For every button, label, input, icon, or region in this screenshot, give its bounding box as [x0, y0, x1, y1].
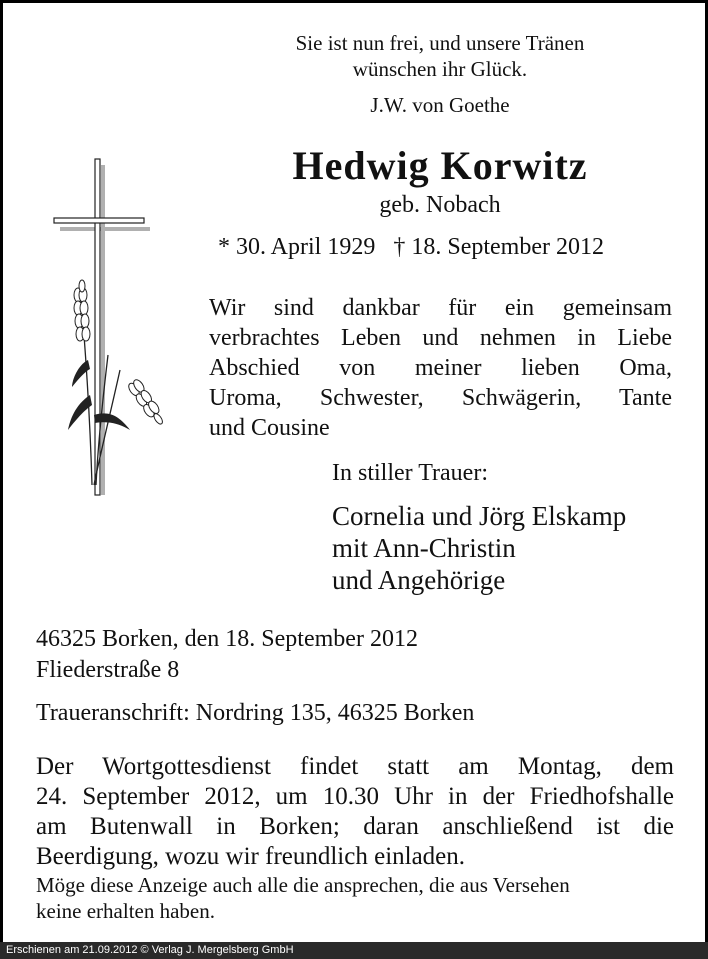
life-dates — [218, 234, 678, 261]
service-line: am Butenwall in Borken; daran anschließend ist die — [36, 813, 674, 840]
service-line: Beerdigung, wozu wir freundlich einladen. — [36, 843, 466, 870]
quote-line-2: wünschen ihr Glück. — [352, 57, 528, 81]
note-paragraph — [36, 872, 676, 924]
cross-with-wheat-icon — [50, 155, 170, 505]
message-paragraph — [209, 293, 672, 443]
mourning-label: In stiller Trauer: — [332, 460, 488, 486]
publication-footer: Erschienen am 21.09.2012 © Verlag J. Mergelsberg GmbH — [0, 942, 708, 959]
message-line: verbrachtes Leben und nehmen in Liebe — [209, 325, 672, 351]
mourner-line: Cornelia und Jörg Elskamp — [332, 501, 627, 531]
mourner-line: und Angehörige — [332, 565, 506, 595]
message-line: Abschied von meiner lieben Oma, — [209, 355, 672, 381]
message-line: und Cousine — [209, 415, 330, 441]
street-address: Fliederstraße 8 — [36, 657, 180, 683]
message-line: Uroma, Schwester, Schwägerin, Tante — [209, 385, 672, 411]
death-date: † 18. September 2012 — [393, 234, 604, 260]
note-line: keine erhalten haben. — [36, 899, 215, 923]
place-date: 46325 Borken, den 18. September 2012 — [36, 626, 418, 652]
service-paragraph — [36, 752, 674, 872]
deceased-name: Hedwig Korwitz — [292, 143, 588, 188]
birth-name: geb. Nobach — [379, 192, 501, 218]
quote-line-1: Sie ist nun frei, und unsere Tränen — [295, 31, 585, 55]
quote-author: J.W. von Goethe — [370, 93, 510, 117]
note-line: Möge diese Anzeige auch alle die ansprechen, die aus Versehen — [36, 873, 570, 897]
message-line: Wir sind dankbar für ein gemeinsam — [209, 295, 672, 321]
mourning-address: Traueranschrift: Nordring 135, 46325 Borken — [36, 700, 475, 726]
service-line: 24. September 2012, um 10.30 Uhr in der Friedhofshalle — [36, 783, 674, 810]
mourners-list — [332, 500, 626, 596]
birth-date: * 30. April 1929 — [218, 234, 376, 260]
mourner-line: mit Ann-Christin — [332, 533, 516, 563]
service-line: Der Wortgottesdienst findet statt am Montag, dem — [36, 753, 674, 780]
